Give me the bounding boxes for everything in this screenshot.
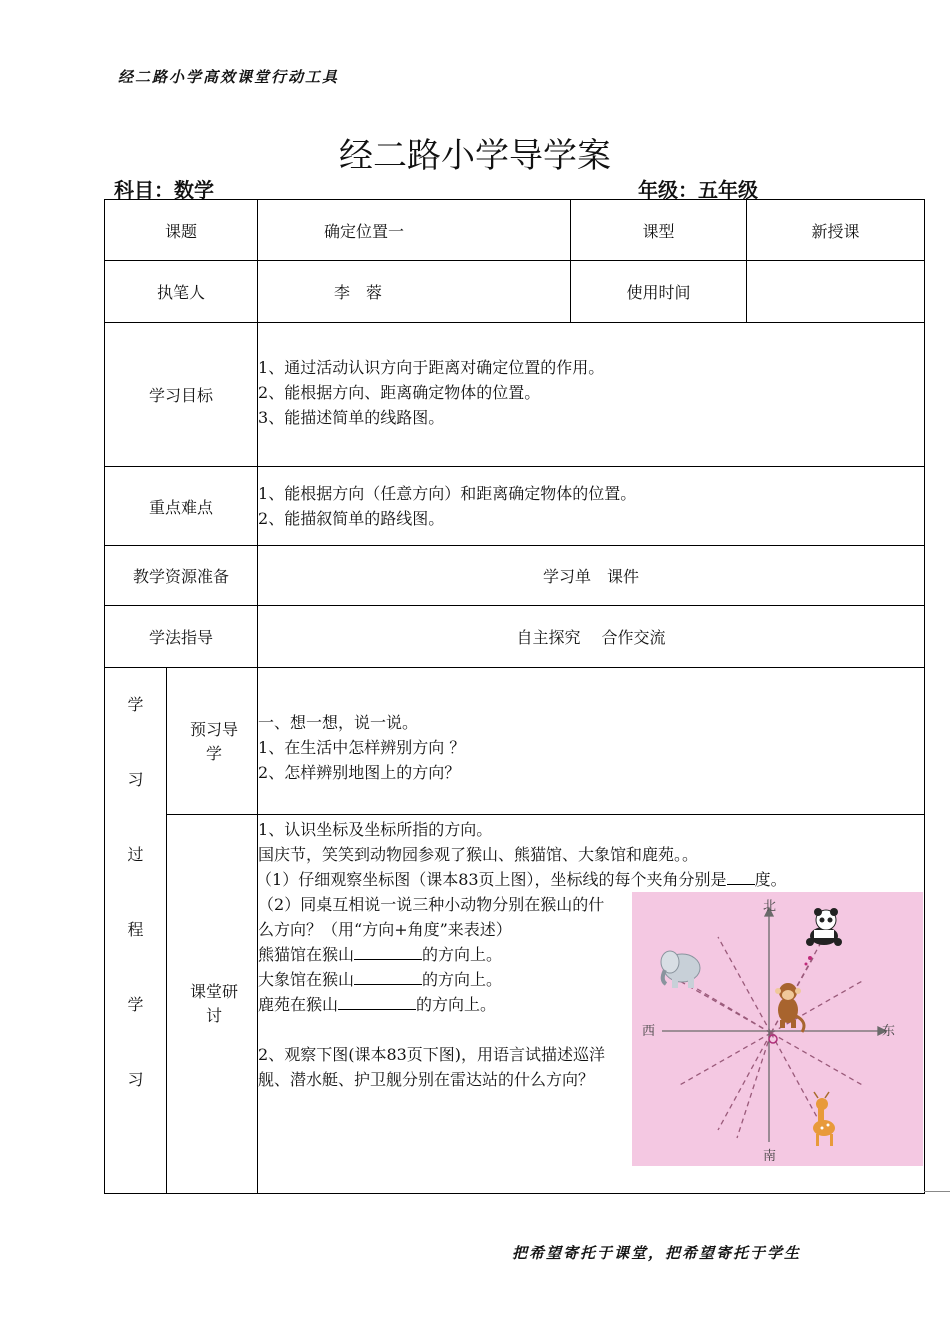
key-list [258, 467, 925, 546]
west-label: 西 [642, 1024, 656, 1039]
dot-marker [805, 963, 808, 966]
class-line-8: 2、观察下图(课本83页下图)，用语言试描述巡洋舰、潜水艇、护卫舰分别在雷达站的什么方向？ [258, 1045, 606, 1089]
answer-blank[interactable] [338, 1009, 416, 1010]
process-char: 过 [127, 845, 144, 864]
topic-value: 确定位置一 [258, 200, 571, 261]
process-char: 学 [127, 695, 144, 714]
goal-item: 2、能根据方向、距离确定物体的位置。 [258, 383, 541, 402]
author-value: 李 蓉 [258, 261, 571, 323]
footer-slogan: 把希望寄托于课堂，把希望寄托于学生 [512, 1244, 802, 1262]
deer-question-tail: 的方向上。 [416, 995, 497, 1014]
key-row [105, 467, 925, 546]
method-label: 学法指导 [105, 606, 258, 668]
class-line-2: 国庆节，笑笑到动物园参观了猴山、熊猫馆、大象馆和鹿苑。。 [258, 845, 699, 864]
subject-label: 科目：数学 [114, 178, 214, 202]
question-1-text: （1）仔细观察坐标图（课本83页上图），坐标线的每个夹角分别是 [256, 870, 727, 889]
resource-row [105, 546, 925, 606]
north-label: 北 [763, 899, 777, 914]
topic-row [105, 200, 925, 261]
answer-blank[interactable] [354, 984, 422, 985]
panda-icon [806, 908, 842, 946]
class-line-3 [256, 867, 924, 892]
panda-question-tail: 的方向上。 [422, 945, 503, 964]
process-char: 习 [127, 770, 144, 789]
south-label: 南 [763, 1149, 777, 1164]
goals-list [258, 323, 925, 467]
key-item: 2、能描叙简单的路线图。 [258, 509, 445, 528]
type-value: 新授课 [747, 200, 925, 261]
question-1-tail: 度。 [754, 870, 787, 889]
goals-row [105, 323, 925, 467]
preview-item: 一、想一想，说一说。 [258, 712, 419, 732]
east-label: 东 [882, 1024, 896, 1039]
page-title: 经二路小学导学案 [339, 136, 611, 176]
monkey-icon [775, 983, 804, 1032]
process-char: 学 [127, 995, 144, 1014]
goal-item: 1、通过活动认识方向于距离对确定位置的作用。 [258, 358, 605, 377]
time-label: 使用时间 [571, 261, 747, 323]
divider [924, 1191, 950, 1192]
method-value: 自主探究 合作交流 [258, 606, 925, 668]
preview-item: 1、在生活中怎样辨别方向 ？ [258, 737, 466, 757]
answer-blank[interactable] [727, 884, 755, 885]
topic-label: 课题 [105, 200, 258, 261]
deer-icon [813, 1092, 835, 1146]
direction-diagram [632, 892, 923, 1166]
goals-label: 学习目标 [105, 323, 258, 467]
elephant-question: 大象馆在猴山 [258, 970, 355, 989]
preview-row [105, 668, 925, 815]
class-line-1: 1、认识坐标及坐标所指的方向。 [258, 820, 493, 839]
author-row [105, 261, 925, 323]
panda-question: 熊猫馆在猴山 [258, 945, 355, 964]
preview-list [258, 668, 925, 815]
goal-item: 3、能描述简单的线路图。 [258, 408, 445, 427]
process-char: 习 [127, 1070, 144, 1089]
class-label: 课堂研讨 [167, 815, 258, 1194]
key-label: 重点难点 [105, 467, 258, 546]
axes [662, 908, 886, 1142]
dot-marker [808, 956, 812, 960]
class-line-4: （2）同桌互相说一说三种小动物分别在猴山的什么方向？（用“方向+角度”来表述） [258, 895, 605, 939]
grade-label: 年级：五年级 [638, 178, 758, 202]
direction-diagram-svg [632, 892, 923, 1166]
author-label: 执笔人 [105, 261, 258, 323]
preview-label: 预习导学 [167, 668, 258, 815]
type-label: 课型 [571, 200, 747, 261]
dashed-rays [678, 937, 864, 1138]
header-note: 经二路小学高效课堂行动工具 [118, 68, 340, 86]
time-value [747, 261, 925, 323]
elephant-question-tail: 的方向上。 [422, 970, 503, 989]
process-label [105, 668, 167, 1194]
method-row [105, 606, 925, 668]
preview-item: 2、怎样辨别地图上的方向？ [258, 762, 461, 782]
elephant-icon [661, 951, 700, 988]
answer-blank[interactable] [354, 959, 422, 960]
deer-question: 鹿苑在猴山 [258, 995, 339, 1014]
resource-label: 教学资源准备 [105, 546, 258, 606]
resource-value: 学习单 课件 [258, 546, 925, 606]
process-char: 程 [127, 920, 144, 939]
key-item: 1、能根据方向（任意方向）和距离确定物体的位置。 [258, 484, 637, 503]
